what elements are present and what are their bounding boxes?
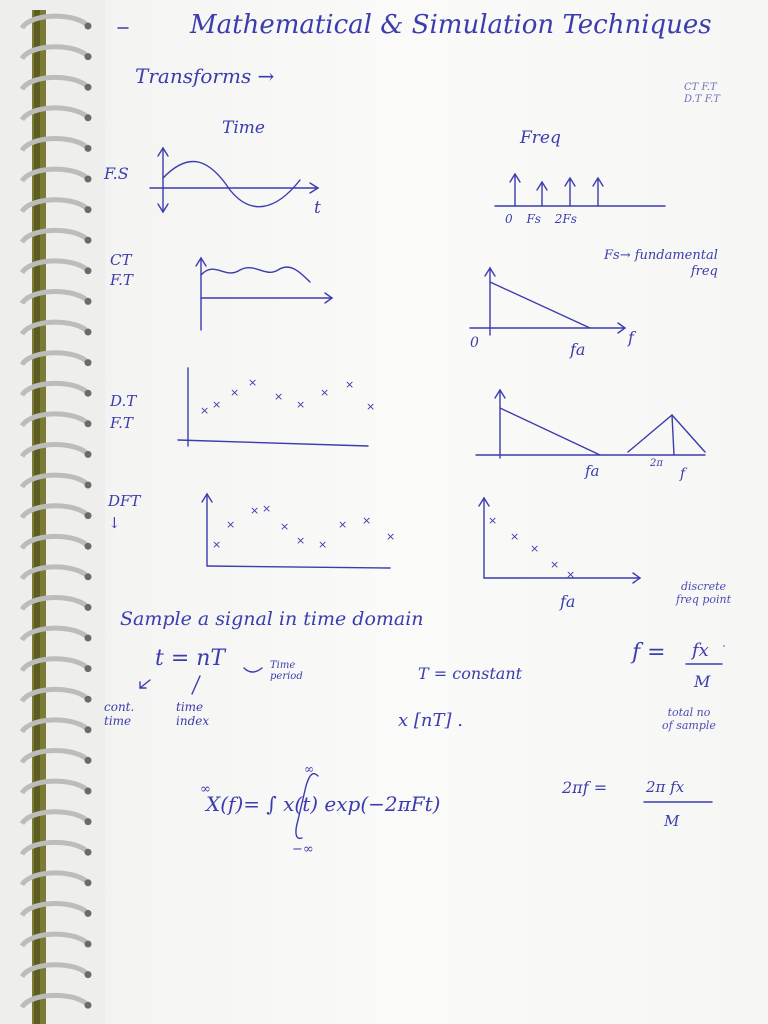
sample-x-mark: ×: [566, 568, 576, 581]
sample-x-mark: ×: [226, 518, 236, 531]
sample-x-mark: ×: [212, 398, 222, 411]
fa-label-ctft: fa: [570, 340, 586, 359]
page-title: Mathematical & Simulation Techniques: [190, 10, 712, 40]
row-dft-line2: ↓: [108, 514, 121, 532]
sample-x-mark: ×: [318, 538, 328, 551]
time-index-note: [176, 700, 209, 728]
lhs-infinity: ∞: [200, 782, 211, 797]
sample-x-mark: ×: [320, 386, 330, 399]
integral-lower-limit: −∞: [292, 842, 314, 857]
two-pi-label: 2π: [650, 458, 663, 469]
row-ct-line1: CT: [110, 251, 132, 269]
two-pi-f: 2πf =: [562, 778, 608, 797]
sample-x-mark: ×: [386, 530, 396, 543]
sample-x-mark: ×: [338, 518, 348, 531]
fs-note-line1: Fs→ fundamental: [604, 248, 718, 263]
discrete-freq-note: [676, 580, 731, 606]
corner-dtft: D.T F.T: [684, 94, 720, 105]
f-label-ctft: f: [628, 328, 634, 347]
time-period-line2: period: [270, 671, 303, 682]
fs-note-line2: freq: [690, 264, 718, 279]
row-dft-line1: DFT: [108, 492, 141, 510]
row-dft-label: [108, 490, 140, 534]
dft-freq-plot: [479, 498, 640, 583]
column-freq-label: Freq: [520, 128, 561, 148]
row-dtft-label: [110, 390, 136, 434]
fx-numerator: fx: [692, 640, 709, 661]
m-denominator-2: M: [664, 812, 680, 830]
zero-label: 0: [470, 335, 479, 351]
t-axis-label: t: [314, 198, 321, 218]
time-period-line1: Time: [270, 660, 296, 671]
sample-x-mark: ×: [280, 520, 290, 533]
discrete-line1: discrete: [681, 580, 727, 593]
sample-x-mark: ×: [296, 534, 306, 547]
sample-x-mark: ×: [250, 504, 260, 517]
f-equals: f =: [632, 640, 666, 665]
sample-x-mark: ×: [488, 514, 498, 527]
sample-x-mark: ×: [362, 514, 372, 527]
dtft-freq-plot: [476, 390, 705, 458]
two-pi-fx: 2π fx: [646, 778, 685, 796]
fa-label-dft: fa: [560, 592, 576, 611]
t-constant: T = constant: [418, 664, 523, 683]
column-time-label: Time: [222, 118, 265, 138]
integral-upper-limit: ∞: [304, 762, 314, 776]
cont-line2: time: [104, 714, 132, 728]
row-dt-line1: D.T: [110, 392, 137, 410]
transforms-heading: Transforms →: [135, 64, 275, 88]
corner-ctft: CT F.T: [684, 82, 717, 93]
fourier-integral-equation: X(f)= ∫ x(t) exp(−2πFt): [206, 792, 441, 816]
freq-tick-labels: 0 Fs 2Fs: [505, 212, 577, 226]
sample-sentence: Sample a signal in time domain: [120, 608, 424, 630]
sample-x-mark: ×: [296, 398, 306, 411]
sample-x-mark: ×: [262, 502, 272, 515]
total-samples-note: [662, 706, 716, 732]
tindex-line1: time: [176, 700, 204, 714]
sample-x-mark: ×: [530, 542, 540, 555]
sample-x-mark: ×: [366, 400, 376, 413]
fa-label-dtft: fa: [585, 462, 600, 480]
ctft-time-plot: [196, 258, 332, 330]
sample-x-mark: ×: [274, 390, 284, 403]
row-fs-label: F.S: [104, 164, 129, 183]
sample-x-mark: ×: [212, 538, 222, 551]
ctft-freq-plot: [470, 268, 625, 335]
f-label-dtft: f: [680, 466, 686, 482]
x-of-nT: x [nT] .: [398, 710, 463, 731]
sample-x-mark: ×: [345, 378, 355, 391]
time-period-note: [270, 660, 303, 682]
fs-note: [604, 248, 718, 280]
row-ctft-label: [110, 250, 133, 290]
fs-time-plot: [150, 148, 318, 212]
tindex-line2: index: [176, 714, 210, 728]
sample-x-mark: ×: [230, 386, 240, 399]
dft-time-plot: [202, 494, 390, 568]
row-dt-line2: F.T: [110, 414, 133, 432]
corner-note: [684, 82, 720, 106]
fs-freq-plot: [495, 174, 665, 206]
m-denominator: M: [694, 672, 711, 691]
row-ct-line2: F.T: [110, 271, 133, 289]
cont-time-note: [104, 700, 134, 728]
sample-x-mark: ×: [550, 558, 560, 571]
t-equals-nT: t = nT: [155, 646, 226, 671]
sample-x-mark: ×: [510, 530, 520, 543]
cont-line1: cont.: [104, 700, 135, 714]
total-line2: of sample: [662, 719, 716, 732]
sample-x-mark: ×: [248, 376, 258, 389]
total-line1: total no: [667, 706, 711, 719]
sample-x-mark: ×: [200, 404, 210, 417]
discrete-line2: freq point: [676, 593, 732, 606]
